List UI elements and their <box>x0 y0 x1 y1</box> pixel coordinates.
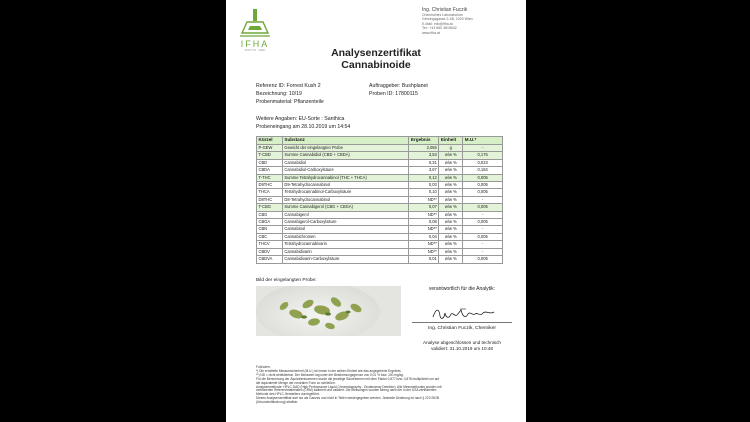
footnotes <box>256 366 506 405</box>
cell-kuerzel: CBDA <box>257 167 283 174</box>
footnote-line: Methode des HPLC-Herstellers durchgeführt. <box>256 392 320 397</box>
cell-mu: - <box>463 196 503 203</box>
footnote-line: Fußnoten: <box>256 365 271 369</box>
certificate-page <box>226 0 526 422</box>
cell-kuerzel: CBG <box>257 211 283 218</box>
weitere-angaben-field: Weitere Angaben: EU-Sorte : Santhica <box>256 116 345 122</box>
cell-mu: 0,005 <box>463 233 503 240</box>
lab-address <box>422 7 522 35</box>
cell-ergebnis: ND** <box>409 248 439 255</box>
cell-mu: 0,005 <box>463 174 503 181</box>
cell-ergebnis: 3,67 <box>409 167 439 174</box>
cell-substanz: Summe Cannabidiol (CBD + CBDA) <box>282 152 409 159</box>
cell-kuerzel: T-THC <box>257 174 283 181</box>
footnote-line: Analysenmethode: HPLC-DAD (High Performance Liquid Chromatography - Diodenarray Detektor). Alle Messmethoden wurden mit <box>256 384 442 389</box>
table-row <box>257 233 503 240</box>
cell-einheit: w/w % <box>439 167 463 174</box>
cell-kuerzel: CBGA <box>257 219 283 226</box>
logo-subtext: INSTITUT · WIEN <box>244 49 266 52</box>
cell-ergebnis: 0,31 <box>409 159 439 166</box>
cell-substanz: Cannabinol <box>282 226 409 233</box>
header-einheit: Einheit <box>439 137 463 145</box>
cell-substanz: Gewicht der eingelangten Probe <box>282 145 409 152</box>
cell-einheit: w/w % <box>439 233 463 240</box>
cell-ergebnis: 0,01 <box>409 256 439 263</box>
cell-kuerzel: CBD <box>257 159 283 166</box>
flask-logo-icon <box>235 8 275 38</box>
cell-einheit: w/w % <box>439 204 463 211</box>
cell-ergebnis: 0,12 <box>409 174 439 181</box>
table-row <box>257 145 503 152</box>
sample-photo-image <box>256 286 401 336</box>
cell-kuerzel: THCA <box>257 189 283 196</box>
document-title: Analysenzertifikat <box>331 47 421 59</box>
cell-ergebnis: 0,08 <box>409 219 439 226</box>
cell-einheit: w/w % <box>439 241 463 248</box>
cell-mu: - <box>463 226 503 233</box>
table-row <box>257 152 503 159</box>
cell-substanz: Cannabidiol-Carboxylsäure <box>282 167 409 174</box>
header-ergebnis: Ergebnis <box>409 137 439 145</box>
lab-name: Ing. Christian Fuczik <box>422 7 468 13</box>
cell-einheit: w/w % <box>439 159 463 166</box>
signer-name: Ing. Christian Fuczik, Chemiker <box>428 326 496 331</box>
cell-mu: 0,005 <box>463 189 503 196</box>
cell-ergebnis: 2,055 <box>409 145 439 152</box>
cell-ergebnis: ND** <box>409 226 439 233</box>
signature-image <box>430 304 500 324</box>
cell-mu: - <box>463 248 503 255</box>
cell-substanz: Cannabidiol <box>282 159 409 166</box>
auftraggeber-field: Auftraggeber: Bushplanet <box>369 83 428 89</box>
logo-text: IFHA <box>240 39 270 49</box>
cell-ergebnis: ND** <box>409 241 439 248</box>
cell-ergebnis: 0,07 <box>409 204 439 211</box>
cell-einheit: w/w % <box>439 219 463 226</box>
cell-substanz: Summe Tetrahydrocannabinol (THC + THCA) <box>282 174 409 181</box>
cell-substanz: Cannabigerol-Carboxylsäure <box>282 219 409 226</box>
footnote-line: zertifizierten Referenzmaterialien (CRM) kalibriert und validiert. Die Messungen wurden streng nach der in der USA zertifizierten <box>256 388 437 393</box>
photo-caption: Bild der eingelangten Probe: <box>256 278 317 283</box>
cell-einheit: w/w % <box>439 248 463 255</box>
cell-einheit: w/w % <box>439 211 463 218</box>
document-subtitle: Cannabinoide <box>341 59 411 71</box>
cell-ergebnis: 0,03 <box>409 182 439 189</box>
table-row <box>257 256 503 263</box>
cell-einheit: w/w % <box>439 256 463 263</box>
cell-mu: 0,005 <box>463 182 503 189</box>
table-row <box>257 211 503 218</box>
bezeichnung-field: Bezeichnung: 10/19 <box>256 91 302 97</box>
header-kuerzel: Kürzel <box>257 137 283 145</box>
probeneingang-field: Probeneingang am 28.10.2019 um 14:54 <box>256 124 351 130</box>
cell-mu: 0,005 <box>463 256 503 263</box>
cell-ergebnis: 0,04 <box>409 233 439 240</box>
table-row <box>257 219 503 226</box>
table-row <box>257 174 503 181</box>
cell-mu: 0,005 <box>463 204 503 211</box>
cell-einheit: w/w % <box>439 174 463 181</box>
signature-line <box>412 322 512 323</box>
cell-mu: - <box>463 241 503 248</box>
cell-kuerzel: CBC <box>257 233 283 240</box>
table-row <box>257 159 503 166</box>
cell-mu: 0,005 <box>463 219 503 226</box>
cell-substanz: Cannabigerol <box>282 211 409 218</box>
cell-einheit: w/w % <box>439 196 463 203</box>
ifha-logo <box>235 8 275 52</box>
cell-ergebnis: 3,53 <box>409 152 439 159</box>
table-row <box>257 226 503 233</box>
cell-mu: 0,184 <box>463 167 503 174</box>
table-row <box>257 189 503 196</box>
cell-kuerzel: CBDV <box>257 248 283 255</box>
cell-kuerzel: THCV <box>257 241 283 248</box>
table-row <box>257 241 503 248</box>
cell-substanz: Cannabidivarin-Carboxylsäure <box>282 256 409 263</box>
cell-substanz: D9-Tetrahydrocannabinol <box>282 182 409 189</box>
footnote-line: die äquivalente Menge der neutralen Form zu schließen. <box>256 380 336 385</box>
table-row <box>257 167 503 174</box>
cell-mu: 0,176 <box>463 152 503 159</box>
lab-line: Tel.: +43 660 3815642 <box>422 26 457 31</box>
signature <box>430 304 500 324</box>
footnote-line: (Urkundenfälschung) strafbar. <box>256 400 298 405</box>
table-row <box>257 248 503 255</box>
footnote-line: *) Die ermittelte Messunsicherheit (M.U.) ist immer in der selben Einheit wie das angegebene Ergebnis <box>256 368 401 373</box>
cell-substanz: Summe Cannabigerol (CBG + CBGA) <box>282 204 409 211</box>
cell-substanz: D8-Tetrahydrocannabinol <box>282 196 409 203</box>
header-substanz: Substanz <box>282 137 409 145</box>
footnote-line: Für die Berechnung der Äquivalentsummen wurde die jeweilige Säureformen mit dem Faktor 0,877 bzw. 0,878 multipliziert um auf <box>256 376 440 381</box>
cell-kuerzel: D8THC <box>257 196 283 203</box>
cell-kuerzel: D9THC <box>257 182 283 189</box>
cell-mu: 0,023 <box>463 159 503 166</box>
footnote-line: **) ND = nicht detektierbar. Der Messwert lag unter der Bestimmungsgrenze von 0,01 % bzw. 100 mg/kg. <box>256 372 404 377</box>
cell-kuerzel: T-CBD <box>257 152 283 159</box>
cell-kuerzel: CBN <box>257 226 283 233</box>
cell-einheit: w/w % <box>439 182 463 189</box>
sample-photo <box>256 286 401 336</box>
cell-ergebnis: ND** <box>409 211 439 218</box>
proben-id-field: Proben ID: 17800115 <box>369 91 418 97</box>
header-mu: M.U.* <box>463 137 503 145</box>
cell-substanz: Cannabidivarin <box>282 248 409 255</box>
cell-einheit: g <box>439 145 463 152</box>
footnote-line: Dieses Analysenzertifikat darf nur als Ganzes und nicht in Teilen wiedergegeben werden. Jedwede Änderung ist nach § 223 StGB <box>256 396 439 401</box>
cell-kuerzel: P-GEW <box>257 145 283 152</box>
lab-line: E-Mail: info@ifha.at <box>422 21 453 26</box>
cell-kuerzel: CBDVA <box>257 256 283 263</box>
cell-mu: - <box>463 211 503 218</box>
table-row <box>257 204 503 211</box>
cell-kuerzel: T-CBG <box>257 204 283 211</box>
lab-line: Gehringsgasse 2-4B, 1020 Wien <box>422 17 473 22</box>
referenz-field: Referenz ID: Forrest Kush 2 <box>256 83 321 89</box>
cell-mu: - <box>463 145 503 152</box>
cell-substanz: Tetrahydrocannabinol-Carboxylsäure <box>282 189 409 196</box>
cell-einheit: w/w % <box>439 189 463 196</box>
table-header-row <box>257 137 503 145</box>
cell-ergebnis: 0,10 <box>409 189 439 196</box>
table-row <box>257 196 503 203</box>
responsible-label: verantwortlich für die Analytik: <box>428 286 496 292</box>
cell-substanz: Cannabichromen <box>282 233 409 240</box>
cell-ergebnis: ND** <box>409 196 439 203</box>
probenmaterial-field: Probenmaterial: Pflanzenteile <box>256 99 324 105</box>
lab-line: Chemisches Laboratorium <box>422 13 463 17</box>
lab-line: www.ifha.at <box>422 30 440 35</box>
validation-line: validiert: 31.10.2019 um 10:48 <box>431 345 493 351</box>
cell-substanz: Tetrahydrocannabivarin <box>282 241 409 248</box>
cell-einheit: w/w % <box>439 152 463 159</box>
table-row <box>257 182 503 189</box>
validation-line: Analyse abgeschlossen und technisch <box>423 340 501 345</box>
validation-text <box>402 340 522 352</box>
results-table <box>256 136 503 264</box>
cell-einheit: w/w % <box>439 226 463 233</box>
